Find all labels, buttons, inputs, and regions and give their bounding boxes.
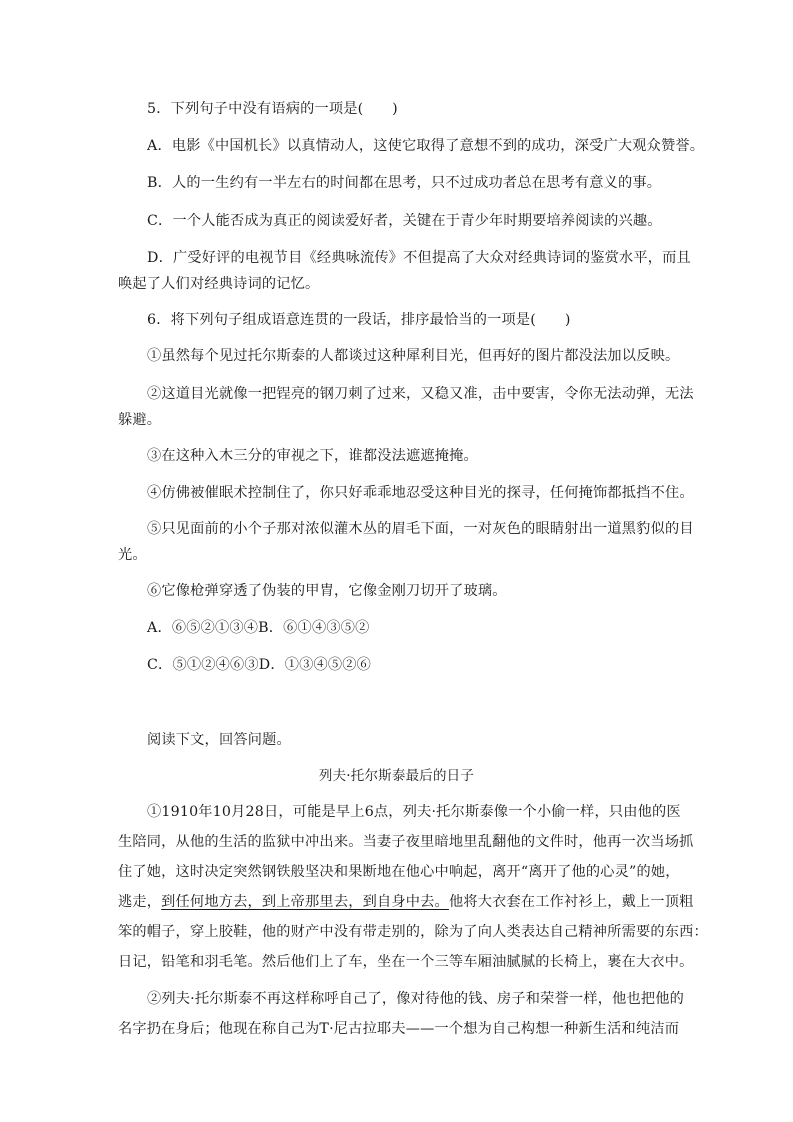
q6-options-ab: A．⑥⑤②①③④B．⑥①④③⑤② (147, 620, 370, 636)
q5-option-c: C．一个人能否成为真正的阅读爱好者，关键在于青少年时期要培养阅读的兴趣。 (147, 213, 662, 229)
paragraph-2-line2: 名字扔在身后；他现在称自己为T·尼古拉耶夫——一个想为自己构想一种新生活和纯洁而 (118, 1021, 680, 1037)
paragraph-1-line2: 生陪同，从他的生活的监狱中冲出来。当妻子夜里暗地里乱翻他的文件时，他再一次当场抓 (118, 834, 694, 850)
q6-sentence-6: ⑥它像枪弹穿透了伪装的甲胄，它像金刚刀切开了玻璃。 (147, 583, 507, 599)
paragraph-1-line3: 住了她，这时决定突然钢铁般坚决和果断地在他心中响起，离开“离开了他的心灵”的她， (118, 864, 680, 880)
paragraph-1-line4 (118, 892, 694, 912)
q5-option-b: B．人的一生约有一半左右的时间都在思考，只不过成功者总在思考有意义的事。 (147, 175, 662, 191)
reading-instruction: 阅读下文，回答问题。 (147, 732, 291, 748)
q6-sentence-2-line1: ②这道目光就像一把锃亮的钢刀刺了过来，又稳又准，击中要害，令你无法动弹，无法 (147, 386, 694, 402)
q6-sentence-3: ③在这种入木三分的审视之下，谁都没法遮遮掩掩。 (147, 448, 478, 464)
paragraph-1-line6: 日记，铅笔和羽毛笔。然后他们上了车，坐在一个三等车厢油腻腻的长椅上，裹在大衣中。 (118, 954, 694, 970)
q5-option-a: A．电影《中国机长》以真情动人，这使它取得了意想不到的成功，深受广大观众赞誉。 (147, 138, 705, 154)
q6-sentence-5-line1: ⑤只见面前的小个子那对浓似灌木丛的眉毛下面，一对灰色的眼睛射出一道黑豹似的目 (147, 521, 694, 537)
article-title: 列夫·托尔斯泰最后的日子 (318, 768, 475, 784)
q6-sentence-2-line2: 躲避。 (118, 412, 162, 428)
q6-sentence-1: ①虽然每个见过托尔斯泰的人都谈过这种犀利目光，但再好的图片都没法加以反映。 (147, 348, 680, 364)
q5-stem: 5．下列句子中没有语病的一项是( ) (147, 101, 398, 117)
paragraph-2-line1: ②列夫·托尔斯泰不再这样称呼自己了，像对待他的钱、房子和荣誉一样，他也把他的 (147, 991, 685, 1007)
q6-options-cd: C．⑤①②④⑥③D．①③④⑤②⑥ (147, 657, 372, 673)
line4-prefix: 逃走， (118, 894, 162, 910)
paragraph-1-line1: ①1910年10月28日，可能是早上6点，列夫·托尔斯泰像一个小偷一样，只由他的医 (147, 804, 681, 820)
underlined-phrase: 到任何地方去，到上帝那里去，到自身中去。 (161, 894, 449, 910)
paragraph-1-line5: 笨的帽子，穿上胶鞋，他的财产中没有带走别的，除为了向人类表达自己精神所需要的东西： (118, 924, 708, 940)
q6-sentence-4: ④仿佛被催眠术控制住了，你只好乖乖地忍受这种目光的探寻，任何掩饰都抵挡不住。 (147, 485, 694, 501)
q6-stem: 6．将下列句子组成语意连贯的一段话，排序最恰当的一项是( ) (147, 312, 571, 328)
line4-suffix: 他将大衣套在工作衬衫上，戴上一顶粗 (448, 894, 694, 910)
q5-option-d-line2: 唤起了人们对经典诗词的记忆。 (118, 276, 320, 292)
q6-sentence-5-line2: 光。 (118, 547, 147, 563)
q5-option-d-line1: D．广受好评的电视节目《经典咏流传》不但提高了大众对经典诗词的鉴赏水平，而且 (147, 250, 691, 266)
